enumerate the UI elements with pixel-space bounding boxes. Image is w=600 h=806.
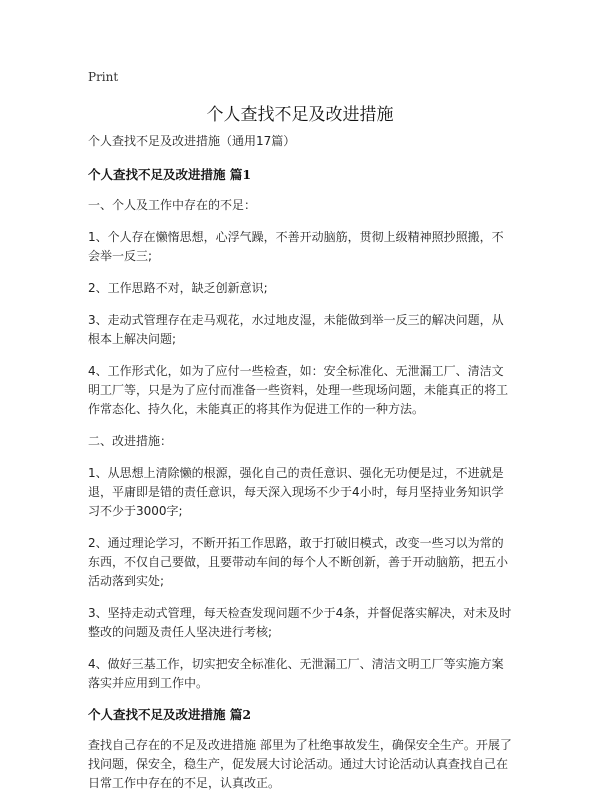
part2-item-4: 4、做好三基工作，切实把安全标准化、无泄漏工厂、清洁文明工厂等实施方案落实并应用到工作中。 [88,657,504,690]
part1-item-4: 4、工作形式化，如为了应付一些检查，如：安全标准化、无泄漏工厂、清洁文明工厂等，只是为了应付而准备一些资料，处理一些现场问题，未能真正的将工作常态化、持久化，未能真正的将其作为促进工作的一种方法。 [88,364,509,416]
page-title: 个人查找不足及改进措施 [206,105,394,125]
part2-title: 二、改进措施： [88,434,173,448]
document-subtitle: 个人查找不足及改进措施（通用17篇） [88,134,296,148]
part2-item-1: 1、从思想上清除懒的根源，强化自己的责任意识、强化无功便是过，不进就是退，平庸即是错的责任意识，每天深入现场不少于4小时，每月坚持业务知识学习不少于3000字; [88,466,504,518]
section-heading-1: 个人查找不足及改进措施 篇1 [88,167,252,182]
part1-item-3: 3、走动式管理存在走马观花，水过地皮湿，未能做到举一反三的解决问题，从根本上解决问题; [88,313,504,346]
document-body [88,132,512,806]
print-label: Print [88,70,119,84]
part1-item-2: 2、工作思路不对，缺乏创新意识; [88,281,268,295]
part1-title: 一、个人及工作中存在的不足： [88,198,257,212]
part1-item-1: 1、个人存在懒惰思想，心浮气躁，不善开动脑筋，贯彻上级精神照抄照搬，不会举一反三; [88,230,504,263]
part2-item-3: 3、坚持走动式管理，每天检查发现问题不少于4条，并督促落实解决，对未及时整改的问题及责任人坚决进行考核; [88,606,512,639]
section-heading-2: 个人查找不足及改进措施 篇2 [88,707,252,722]
part2-item-2: 2、通过理论学习，不断开拓工作思路，敢于打破旧模式，改变一些习以为常的东西，不仅自己要做，且要带动车间的每个人不断创新，善于开动脑筋，把五小活动落到实处; [88,536,509,588]
section2-paragraph: 查找自己存在的不足及改进措施 部里为了杜绝事故发生，确保安全生产。开展了找问题，保安全，稳生产，促发展大讨论活动。通过大讨论活动认真查找自己在日常工作中存在的不足，认真改正。 [88,738,512,790]
